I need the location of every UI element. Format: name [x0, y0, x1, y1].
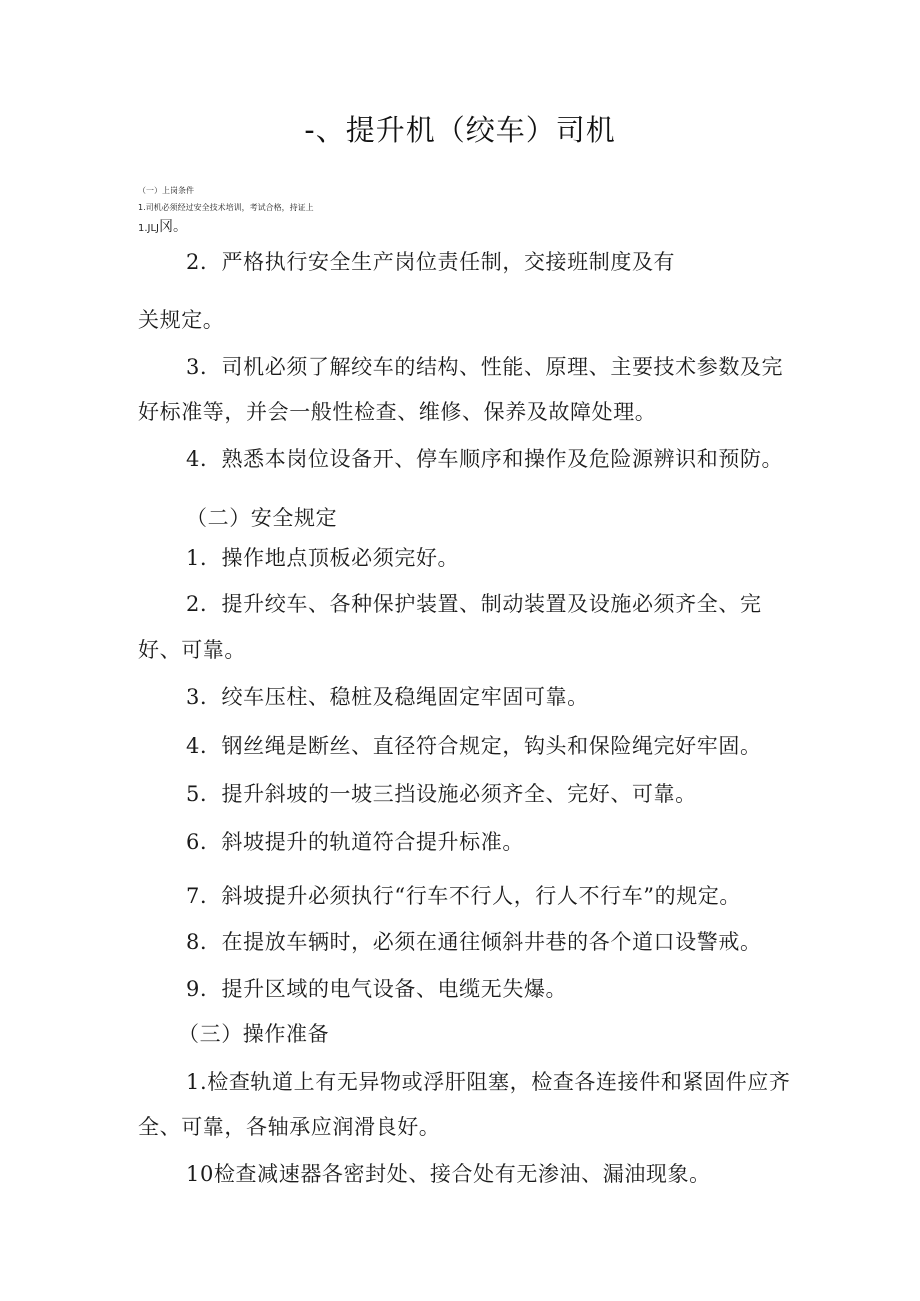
condition-item-1-small-text: 1.JLJ — [138, 223, 160, 234]
section-heading-preparation: （三）操作准备 — [178, 1022, 330, 1046]
section-heading-safety: （二）安全规定 — [186, 506, 338, 530]
paragraph-line: 1.检查轨道上有无异物或浮肝阻塞，检查各连接件和紧固件应齐 — [186, 1070, 791, 1094]
paragraph-line: 好、可靠。 — [138, 638, 246, 662]
paragraph-line: 4．钢丝绳是断丝、直径符合规定，钩头和保险绳完好牢固。 — [186, 734, 762, 758]
paragraph-line: 3．司机必须了解绞车的结构、性能、原理、主要技术参数及完 — [186, 355, 784, 379]
paragraph-line: 4．熟悉本岗位设备开、停车顺序和操作及危险源辨识和预防。 — [186, 447, 784, 471]
document-title: -、提升机（绞车）司机 — [304, 113, 616, 147]
paragraph-line: 10检查减速器各密封处、接合处有无渗油、漏油现象。 — [186, 1162, 711, 1186]
paragraph-line: 9．提升区域的电气设备、电缆无失爆。 — [186, 977, 568, 1001]
paragraph-line: 关规定。 — [138, 308, 225, 332]
paragraph-line: 7．斜坡提升必须执行“行车不行人，行人不行车”的规定。 — [186, 884, 742, 908]
paragraph-line: 2．严格执行安全生产岗位责任制，交接班制度及有 — [186, 250, 676, 274]
condition-item-1-line-1: 1.司机必须经过安全技术培训，考试合格，持证上 — [138, 203, 314, 212]
condition-item-1-line-2 — [138, 216, 187, 236]
paragraph-line: 全、可靠，各轴承应润滑良好。 — [138, 1115, 441, 1139]
paragraph-line: 5．提升斜坡的一坡三挡设施必须齐全、完好、可靠。 — [186, 782, 697, 806]
paragraph-line: 6．斜坡提升的轨道符合提升标准。 — [186, 830, 524, 854]
paragraph-line: 8．在提放车辆时，必须在通往倾斜井巷的各个道口设警戒。 — [186, 930, 762, 954]
paragraph-line: 好标准等，并会一般性检查、维修、保养及故障处理。 — [138, 400, 657, 424]
condition-item-1-large-text: 冈。 — [159, 219, 188, 235]
paragraph-line: 2．提升绞车、各种保护装置、制动装置及设施必须齐全、完 — [186, 592, 762, 616]
paragraph-line: 3．绞车压柱、稳桩及稳绳固定牢固可靠。 — [186, 685, 589, 709]
section-heading-conditions: （一）上岗条件 — [138, 186, 194, 195]
paragraph-line: 1．操作地点顶板必须完好。 — [186, 546, 460, 570]
